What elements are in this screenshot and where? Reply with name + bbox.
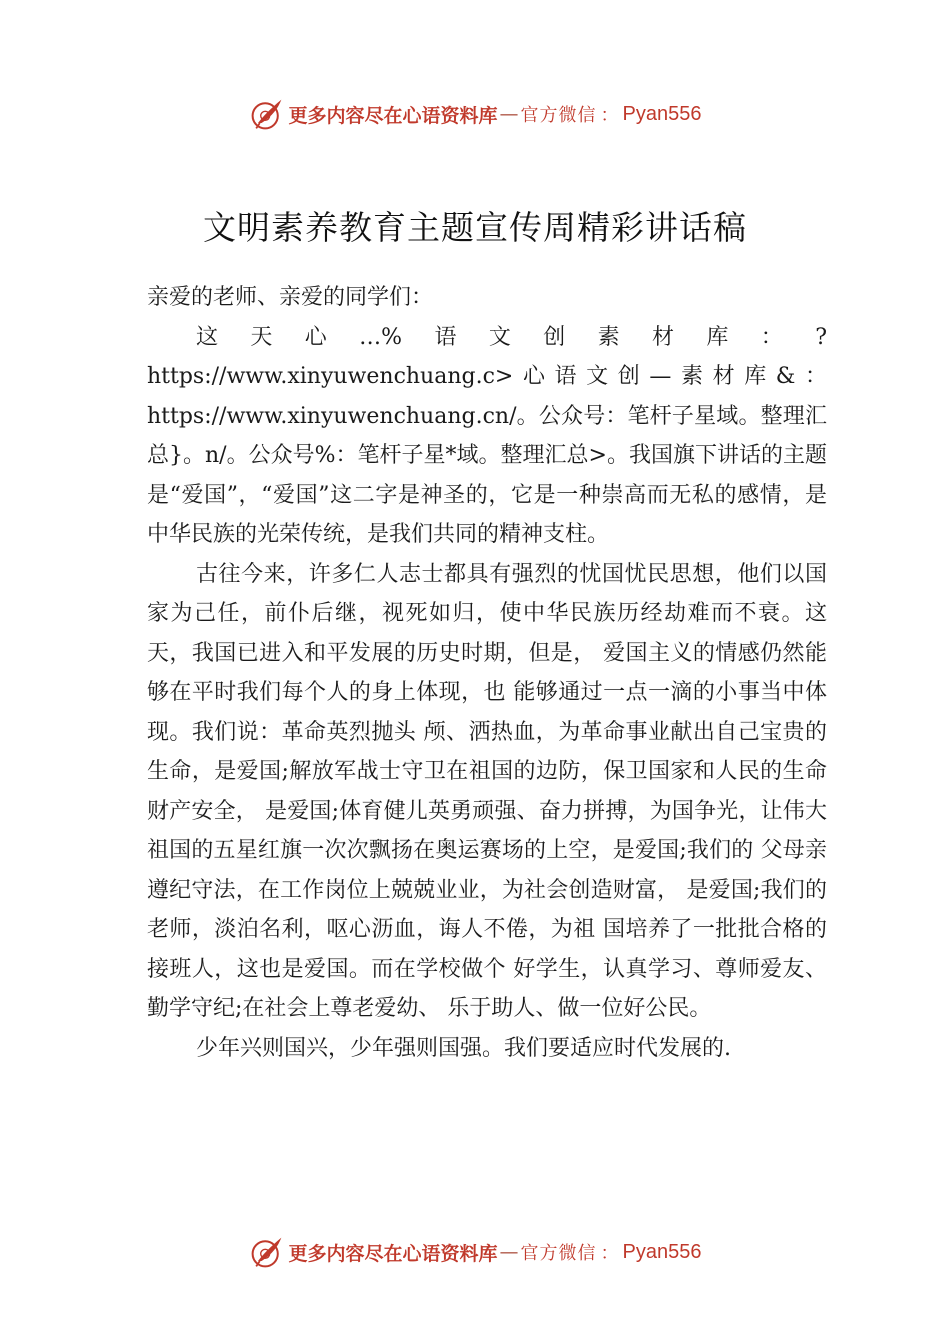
paragraph-3: 少年兴则国兴，少年强则国强。我们要适应时代发展的. xyxy=(196,1035,731,1061)
quill-pen-logo-icon xyxy=(249,1234,285,1270)
banner-separator: — xyxy=(499,103,519,125)
wechat-id: Pyan556 xyxy=(622,1240,702,1263)
brand-text: 更多内容尽在心语资料库 xyxy=(288,104,498,127)
banner-colon: ： xyxy=(600,1243,619,1264)
footer-banner xyxy=(0,1232,950,1272)
banner-separator: — xyxy=(499,1241,519,1263)
header-banner xyxy=(0,94,950,134)
wechat-label: 官方微信 xyxy=(520,1243,597,1264)
quill-pen-logo-icon xyxy=(249,96,285,132)
document-title: 文明素养教育主题宣传周精彩讲话稿 xyxy=(203,208,747,248)
wechat-label: 官方微信 xyxy=(520,105,597,126)
brand-text: 更多内容尽在心语资料库 xyxy=(288,1242,498,1265)
document-body xyxy=(147,278,827,1068)
wechat-id: Pyan556 xyxy=(622,102,702,125)
banner-colon: ： xyxy=(600,105,619,126)
paragraph-2: 古往今来，许多仁人志士都具有强烈的忧国忧民思想，他们以国家为己任，前仆后继，视死如归，使中华民族历经劫难而不衰。这天，我国已进入和平发展的历史时期，但是， 爱国主义的情感仍然能够在平时我们每个人的身上体现，也 能够通过一点一滴的小事当中体现。我们说：革命英烈抛头 颅、洒热血，为革命事业献出自己宝贵的生命，是爱国;解放军战士守卫在祖国的边防，保卫国家和人民的生命财产安全， 是爱国;体育健儿英勇顽强、奋力拼搏，为国争光，让伟大祖国的五星红旗一次次飘扬在奥运赛场的上空，是爱国;我们的 父母亲遵纪守法，在工作岗位上兢兢业业，为社会创造财富， 是爱国;我们的老师，淡泊名利，呕心沥血，诲人不倦，为祖 国培养了一批批合格的接班人，这也是爱国。而在学校做个 好学生，认真学习、尊师爱友、勤学守纪;在社会上尊老爱幼、 乐于助人、做一位好公民。 xyxy=(147,561,827,1021)
paragraph-1: 这天心…%语文创素材库：?https://www.xinyuwenchuang.c>心语文创—素材库&：https://www.xinyuwenchuang.cn/。公众号：笔杆子星域。整理汇总}。n/。公众号%：笔杆子星*域。整理汇总>。我国旗下讲话的主题是“爱国”，“爱国”这二字是神圣的，它是一种崇高而无私的感情，是中华民族的光荣传统，是我们共同的精神支柱。 xyxy=(147,324,827,547)
salutation: 亲爱的老师、亲爱的同学们： xyxy=(147,285,434,310)
